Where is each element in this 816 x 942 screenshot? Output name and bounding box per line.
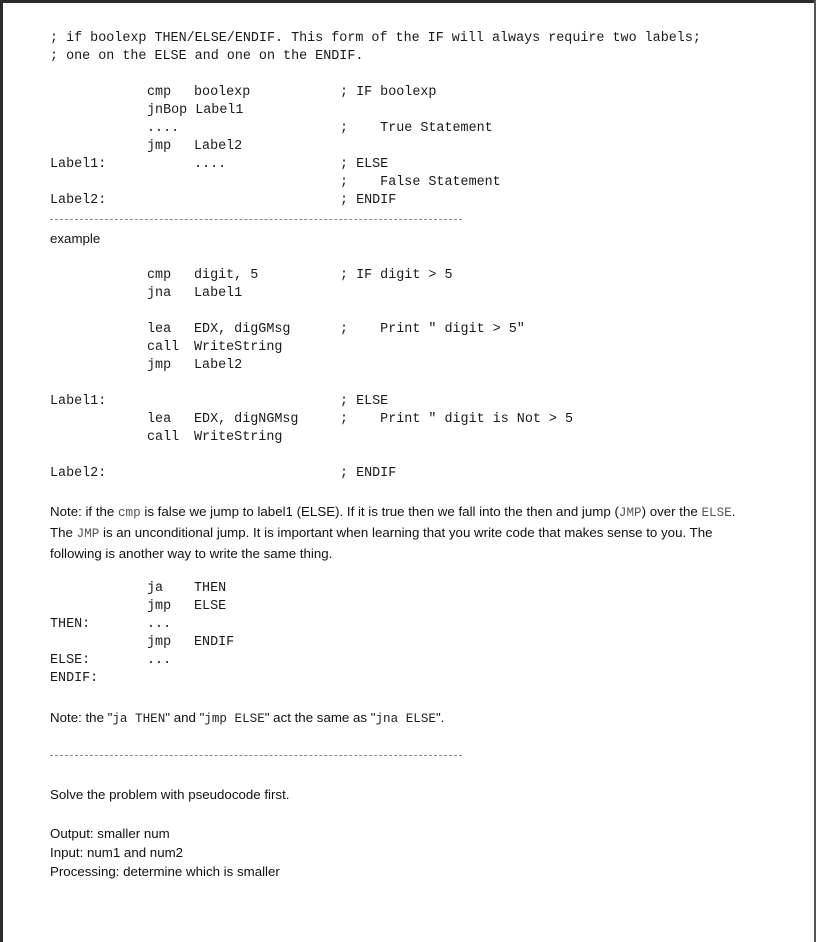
code-arg: WriteString (194, 340, 283, 355)
code-label: ELSE: (50, 653, 91, 668)
code-comment: ; ELSE (340, 157, 389, 172)
code-arg: THEN (194, 581, 227, 596)
code-label: THEN: (50, 617, 91, 632)
code-arg: EDX, digNGMsg (194, 412, 299, 427)
code-ellipsis: ... (147, 653, 172, 668)
code-op: jmp (147, 599, 172, 614)
code-comment: ; ELSE (340, 394, 389, 409)
code-comment: ; False Statement (340, 175, 501, 190)
code-comment: ; Print " digit is Not > 5 (340, 412, 574, 427)
code-arg: EDX, digGMsg (194, 322, 291, 337)
code-op: lea (147, 412, 172, 427)
code-arg: Label1 (194, 286, 243, 301)
code-op: jmp (147, 358, 172, 373)
divider (50, 219, 462, 220)
code-ellipsis: ... (147, 617, 172, 632)
code-op: cmp (147, 268, 172, 283)
header-comment-line-1: ; if boolexp THEN/ELSE/ENDIF. This form of the IF will always require two labels; (50, 31, 701, 46)
code-comment: ; IF digit > 5 (340, 268, 453, 283)
task-input: Input: num1 and num2 (50, 845, 184, 860)
code-ellipsis: .... (194, 157, 227, 172)
note-line: The JMP is an unconditional jump. It is important when learning that you write code that makes sense to you. The (50, 525, 713, 541)
code-arg: digit, 5 (194, 268, 259, 283)
code-comment: ; ENDIF (340, 193, 397, 208)
code-arg: WriteString (194, 430, 283, 445)
code-op: cmp (147, 85, 172, 100)
code-op: call (147, 430, 180, 445)
code-op: jnBop Label1 (147, 103, 244, 118)
code-label: Label1: (50, 394, 107, 409)
page-border-top (0, 0, 816, 3)
code-arg: ENDIF (194, 635, 235, 650)
task-output: Output: smaller num (50, 826, 170, 841)
section-heading: example (50, 231, 101, 246)
code-comment: ; True Statement (340, 121, 493, 136)
code-arg: Label2 (194, 139, 243, 154)
code-label: Label2: (50, 193, 107, 208)
code-arg: Label2 (194, 358, 243, 373)
task-instruction: Solve the problem with pseudocode first. (50, 787, 290, 802)
code-arg: ELSE (194, 599, 227, 614)
header-comment-line-2: ; one on the ELSE and one on the ENDIF. (50, 49, 364, 64)
task-processing: Processing: determine which is smaller (50, 864, 280, 879)
code-ellipsis: .... (147, 121, 180, 136)
page-border-left (0, 0, 3, 942)
code-label: Label1: (50, 157, 107, 172)
note-paragraph-1 (50, 502, 790, 564)
divider (50, 755, 462, 756)
code-arg: boolexp (194, 85, 251, 100)
code-op: call (147, 340, 180, 355)
code-comment: ; Print " digit > 5" (340, 322, 525, 337)
code-op: jmp (147, 139, 172, 154)
code-comment: ; ENDIF (340, 466, 397, 481)
note-paragraph-2: Note: the "ja THEN" and "jmp ELSE" act the same as "jna ELSE". (50, 710, 445, 726)
note-line: Note: if the cmp is false we jump to label1 (ELSE). If it is true then we fall into the then and jump (JMP) over the ELSE. (50, 504, 736, 520)
code-label: ENDIF: (50, 671, 99, 686)
note-line: following is another way to write the same thing. (50, 546, 333, 561)
code-comment: ; IF boolexp (340, 85, 437, 100)
code-label: Label2: (50, 466, 107, 481)
code-op: jna (147, 286, 172, 301)
code-op: lea (147, 322, 172, 337)
code-op: jmp (147, 635, 172, 650)
code-op: ja (147, 581, 164, 596)
